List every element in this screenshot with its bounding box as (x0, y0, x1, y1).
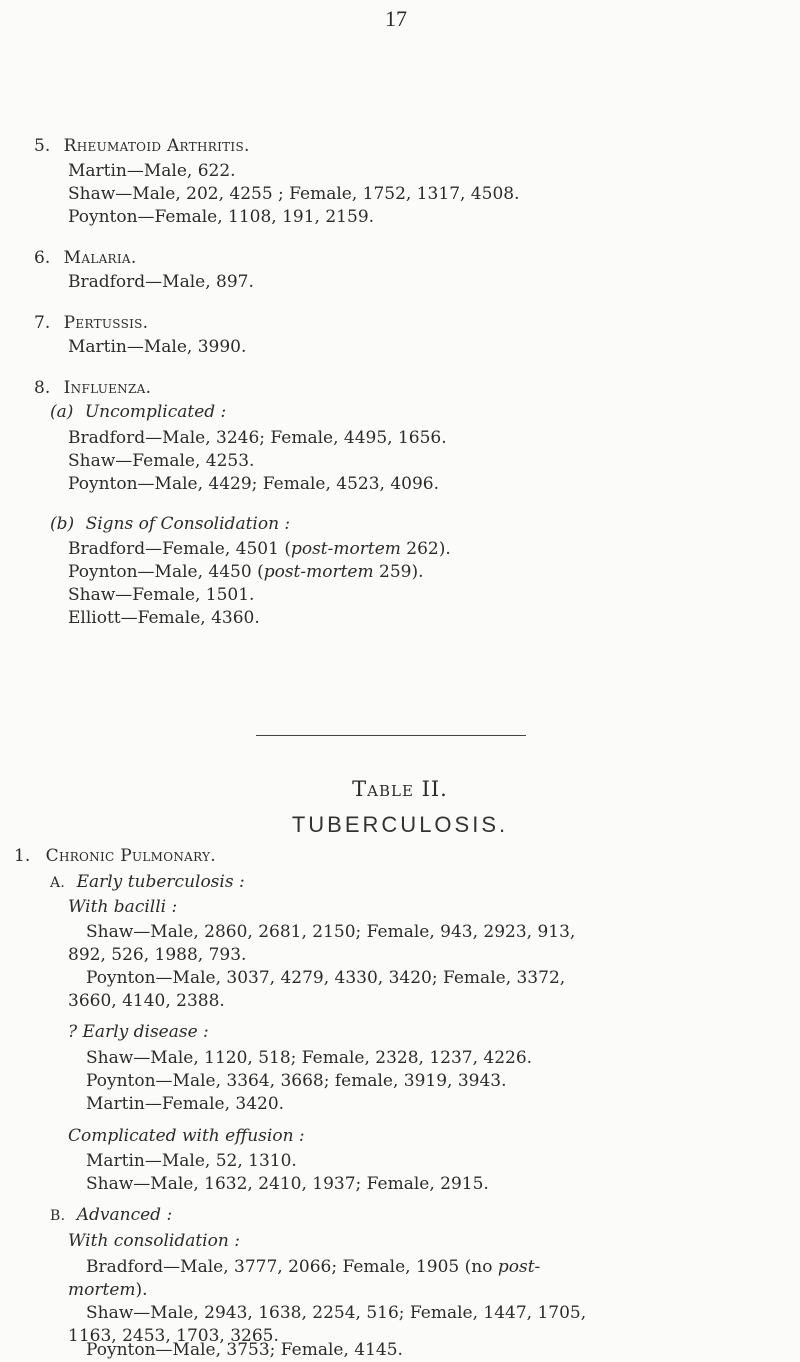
section-5-heading (34, 136, 250, 156)
section-title: Influenza. (63, 378, 152, 398)
group-title: ? Early disease : (68, 1022, 209, 1042)
entry-text: Bradford—Female, 4501 ( (68, 539, 291, 559)
section-number: 5. (34, 136, 51, 156)
group-title: Complicated with effusion : (68, 1126, 305, 1146)
section-8-heading (34, 378, 151, 398)
entry-line: Shaw—Male, 2860, 2681, 2150; Female, 943, 2923, 913, (86, 922, 576, 942)
entry-line: Shaw—Female, 4253. (68, 451, 255, 471)
entry-line: 892, 526, 1988, 793. (68, 945, 247, 965)
section-7-heading (34, 313, 148, 333)
entry-line: Poynton—Male, 3753; Female, 4145. (86, 1340, 403, 1360)
entry-line: Shaw—Female, 1501. (68, 585, 255, 605)
entry-line: 3660, 4140, 2388. (68, 991, 225, 1011)
entry-line (86, 1257, 540, 1277)
group-title: With consolidation : (68, 1231, 240, 1251)
entry-line: Shaw—Male, 2943, 1638, 2254, 516; Female, 1447, 1705, (86, 1303, 587, 1323)
subsection-letter: A. (50, 875, 66, 891)
subsection-title: Advanced : (76, 1205, 173, 1225)
subsection-title: Signs of Consolidation : (85, 514, 291, 534)
entry-text: 262). (400, 539, 451, 559)
subsection-label: (b) (50, 514, 75, 534)
section-title: Chronic Pulmonary. (45, 846, 217, 866)
section-number: 1. (14, 846, 31, 866)
entry-italic: post- (497, 1257, 541, 1277)
subsection-b-heading (50, 514, 290, 534)
entry-text: ). (135, 1280, 148, 1300)
section-divider (256, 735, 526, 736)
subsection-letter: B. (50, 1208, 66, 1224)
entry-line: Elliott—Female, 4360. (68, 608, 260, 628)
subsection-B-heading (50, 1205, 172, 1226)
section-title: Rheumatoid Arthritis. (63, 136, 250, 156)
entry-line: 1163, 2453, 1703, 3265. (68, 1326, 279, 1346)
table-title: Table II. (352, 777, 448, 801)
entry-italic: post-mortem (290, 539, 401, 559)
entry-text: Poynton—Male, 4450 ( (68, 562, 264, 582)
section-number: 6. (34, 248, 51, 268)
subsection-label: (a) (50, 402, 74, 422)
entry-italic: post-mortem (263, 562, 374, 582)
group-title: With bacilli : (68, 897, 178, 917)
subsection-a-heading (50, 402, 226, 422)
page-number: 17 (385, 6, 407, 31)
subsection-A-heading (50, 872, 245, 893)
entry-line: Poynton—Male, 3037, 4279, 4330, 3420; Female, 3372, (86, 968, 566, 988)
entry-line: Poynton—Female, 1108, 191, 2159. (68, 207, 375, 227)
section-number: 7. (34, 313, 51, 333)
entry-italic: mortem (68, 1280, 136, 1300)
entry-line: Bradford—Male, 3246; Female, 4495, 1656. (68, 428, 447, 448)
entry-line (68, 539, 451, 559)
subsection-title: Early tuberculosis : (76, 872, 245, 892)
section-title: Malaria. (63, 248, 137, 268)
entry-line: Martin—Male, 622. (68, 161, 236, 181)
entry-text: Bradford—Male, 3777, 2066; Female, 1905 (no (86, 1257, 498, 1277)
entry-line (68, 562, 424, 582)
entry-line: Poynton—Male, 4429; Female, 4523, 4096. (68, 474, 440, 494)
entry-line (68, 1280, 148, 1300)
section-title: Pertussis. (63, 313, 149, 333)
entry-line: Martin—Male, 3990. (68, 337, 247, 357)
entry-line: Martin—Female, 3420. (86, 1094, 285, 1114)
entry-line: Martin—Male, 52, 1310. (86, 1151, 297, 1171)
table-subtitle: TUBERCULOSIS. (291, 812, 509, 837)
tb-section-heading (14, 846, 216, 866)
entry-line: Bradford—Male, 897. (68, 272, 254, 292)
entry-line: Shaw—Male, 1632, 2410, 1937; Female, 2915. (86, 1174, 489, 1194)
entry-line: Shaw—Male, 202, 4255 ; Female, 1752, 1317, 4508. (68, 184, 520, 204)
entry-line: Shaw—Male, 1120, 518; Female, 2328, 1237, 4226. (86, 1048, 533, 1068)
section-6-heading (34, 248, 137, 268)
section-number: 8. (34, 378, 51, 398)
entry-line: Poynton—Male, 3364, 3668; female, 3919, 3943. (86, 1071, 507, 1091)
entry-text: 259). (373, 562, 424, 582)
subsection-title: Uncomplicated : (84, 402, 227, 422)
